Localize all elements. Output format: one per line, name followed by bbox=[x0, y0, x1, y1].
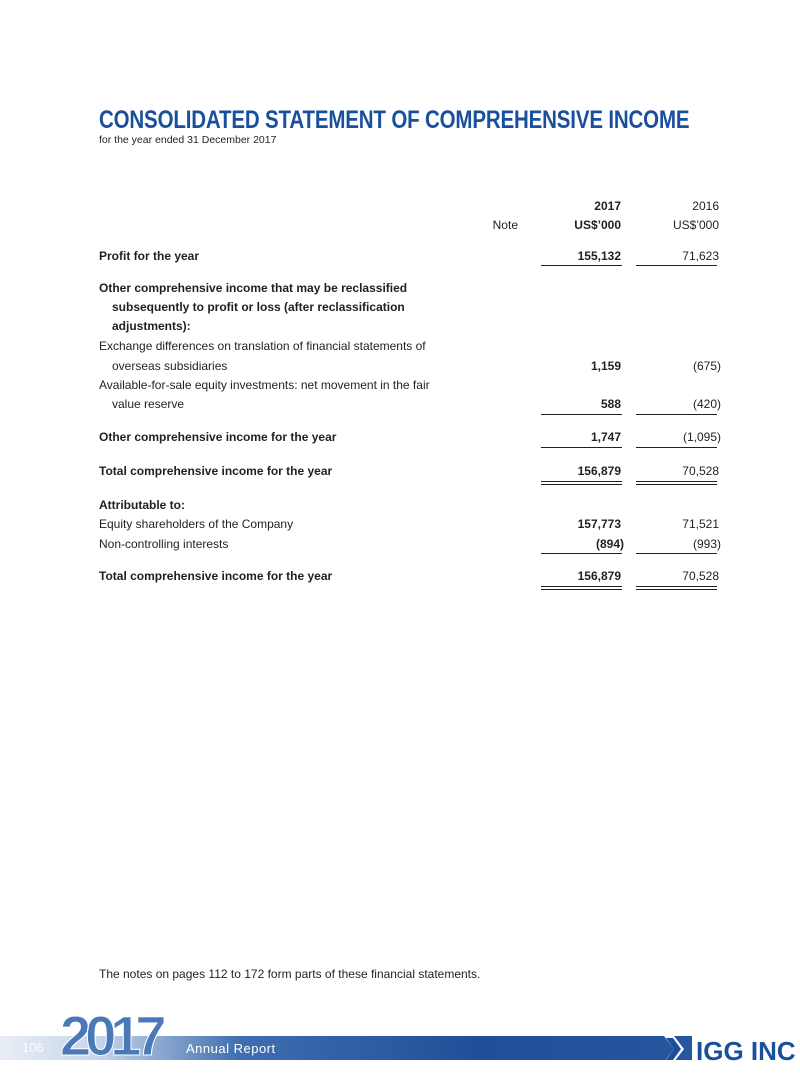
double-rule-2016 bbox=[636, 586, 717, 587]
row-value-2017: 1,159 bbox=[590, 359, 621, 373]
row-value-2017: 155,132 bbox=[577, 249, 621, 263]
double-rule-2017 bbox=[541, 589, 622, 590]
row-value-2016: (1,095) bbox=[682, 430, 721, 444]
row-label: value reserve bbox=[112, 397, 185, 411]
table-row bbox=[0, 319, 800, 339]
row-value-2016: (420) bbox=[692, 397, 721, 411]
footnote: The notes on pages 112 to 172 form parts of these financial statements. bbox=[99, 967, 481, 981]
table-row bbox=[0, 281, 800, 301]
table-row bbox=[0, 498, 800, 518]
col-header-2016: 2016 bbox=[692, 199, 719, 213]
row-label: Equity shareholders of the Company bbox=[99, 517, 294, 531]
row-value-2017: 156,879 bbox=[577, 464, 621, 478]
table-row bbox=[0, 517, 800, 537]
row-label: overseas subsidiaries bbox=[112, 359, 228, 373]
row-value-2017: (894) bbox=[595, 537, 624, 551]
chevron-right-icon bbox=[662, 1036, 686, 1062]
col-header-unit-2017: US$’000 bbox=[574, 218, 621, 232]
table-row bbox=[0, 249, 800, 269]
double-rule-2017 bbox=[541, 484, 622, 485]
row-label: Profit for the year bbox=[99, 249, 200, 263]
report-name: Annual Report bbox=[186, 1041, 276, 1056]
table-row bbox=[0, 300, 800, 320]
table-row bbox=[0, 359, 800, 379]
row-label: Other comprehensive income that may be reclassified bbox=[99, 281, 408, 295]
page-number: 106 bbox=[22, 1040, 44, 1055]
double-rule-2016 bbox=[636, 589, 717, 590]
table-row bbox=[0, 339, 800, 359]
row-value-2017: 1,747 bbox=[590, 430, 621, 444]
row-value-2016: 71,521 bbox=[682, 517, 719, 531]
double-rule-2016 bbox=[636, 484, 717, 485]
col-header-2017: 2017 bbox=[594, 199, 621, 213]
row-label: Available-for-sale equity investments: net movement in the fair bbox=[99, 378, 430, 392]
row-label: Exchange differences on translation of financial statements of bbox=[99, 339, 426, 353]
double-rule-2016 bbox=[636, 481, 717, 482]
table-row bbox=[0, 537, 800, 557]
row-value-2017: 157,773 bbox=[577, 517, 621, 531]
rule-2017 bbox=[541, 414, 622, 415]
row-value-2016: 71,623 bbox=[682, 249, 719, 263]
rule-2016 bbox=[636, 447, 717, 448]
row-value-2016: (993) bbox=[692, 537, 721, 551]
row-value-2017: 588 bbox=[600, 397, 621, 411]
row-value-2017: 156,879 bbox=[577, 569, 621, 583]
rule-2016 bbox=[636, 414, 717, 415]
row-label: Non-controlling interests bbox=[99, 537, 229, 551]
row-label: Total comprehensive income for the year bbox=[99, 569, 333, 583]
row-value-2016: (675) bbox=[692, 359, 721, 373]
double-rule-2017 bbox=[541, 586, 622, 587]
company-logo: IGG INC bbox=[692, 1036, 800, 1066]
year-logo: 2017 bbox=[60, 1004, 161, 1067]
rule-2016 bbox=[636, 553, 717, 554]
row-label: Attributable to: bbox=[99, 498, 185, 512]
row-label: Total comprehensive income for the year bbox=[99, 464, 333, 478]
row-label: subsequently to profit or loss (after reclassification bbox=[112, 300, 405, 314]
rule-2016 bbox=[636, 265, 717, 266]
row-value-2016: 70,528 bbox=[682, 464, 719, 478]
row-label: Other comprehensive income for the year bbox=[99, 430, 337, 444]
rule-2017 bbox=[541, 447, 622, 448]
rule-2017 bbox=[541, 265, 622, 266]
double-rule-2017 bbox=[541, 481, 622, 482]
page-subtitle: for the year ended 31 December 2017 bbox=[99, 134, 277, 146]
page-title: CONSOLIDATED STATEMENT OF COMPREHENSIVE INCOME bbox=[99, 106, 690, 134]
row-value-2016: 70,528 bbox=[682, 569, 719, 583]
row-label: adjustments): bbox=[112, 319, 191, 333]
col-header-note: Note bbox=[492, 218, 518, 232]
col-header-unit-2016: US$’000 bbox=[672, 218, 719, 232]
rule-2017 bbox=[541, 553, 622, 554]
table-row bbox=[0, 378, 800, 398]
